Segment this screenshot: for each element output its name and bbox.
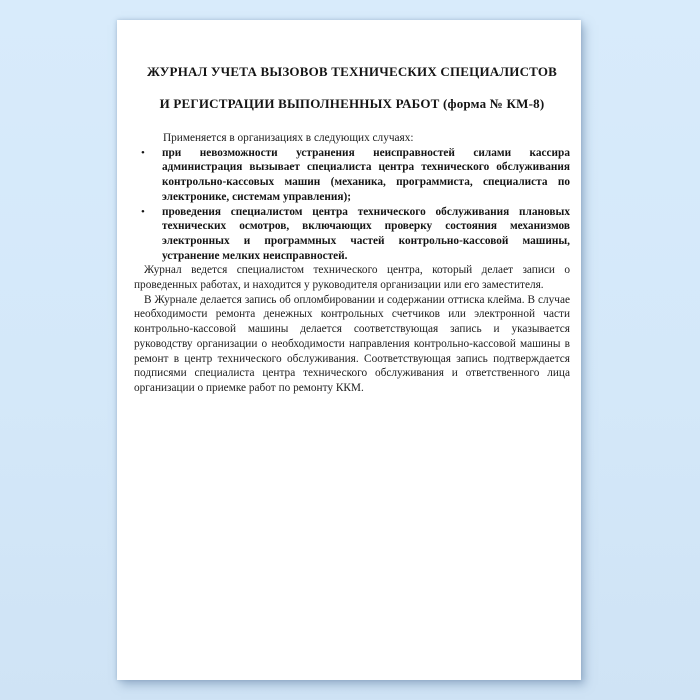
title-line-2: И РЕГИСТРАЦИИ ВЫПОЛНЕННЫХ РАБОТ (форма № КМ-8) (159, 96, 545, 111)
intro-paragraph: Применяется в организациях в следующих случаях: (163, 132, 414, 144)
bullet-icon: • (141, 205, 145, 218)
paragraph: Журнал ведется специалистом технического центра, который делает записи о проведенных работах, и находится у руководителя организации или его заместителя. (134, 264, 570, 292)
document-title (134, 64, 570, 112)
list-item (134, 205, 570, 264)
document-page (117, 20, 581, 680)
paragraph: В Журнале делается запись об опломбировании и содержании оттиска клейма. В случае необходимости ремонта денежных контрольных счетчиков или электронной части контрольно-кассовой машины делается соответствующая запись и указывается руководству организации о необходимости направления контрольно-кассовой машины в ремонт в центр технического обслуживания. Соответствующая запись подтверждается подписями специалиста центра технического обслуживания и ответственного лица организации о приемке работ по ремонту ККМ. (134, 293, 570, 394)
bullet-icon: • (141, 146, 145, 159)
title-line-1: ЖУРНАЛ УЧЕТА ВЫЗОВОВ ТЕХНИЧЕСКИХ СПЕЦИАЛИСТОВ (146, 64, 558, 79)
list-item-text: проведения специалистом центра технического обслуживания плановых технических осмотров, включающих проверку состояния механизмов электронных и программных частей контрольно-кассовой машины, устранение мелких неисправностей. (162, 205, 570, 262)
document-body (134, 131, 570, 396)
list-item (134, 146, 570, 205)
list-item-text: при невозможности устранения неисправностей силами кассира администрация вызывает специалиста центра технического обслуживания контрольно-кассовых машин (механика, программиста, специалиста по электронике, системам управления); (162, 146, 570, 203)
